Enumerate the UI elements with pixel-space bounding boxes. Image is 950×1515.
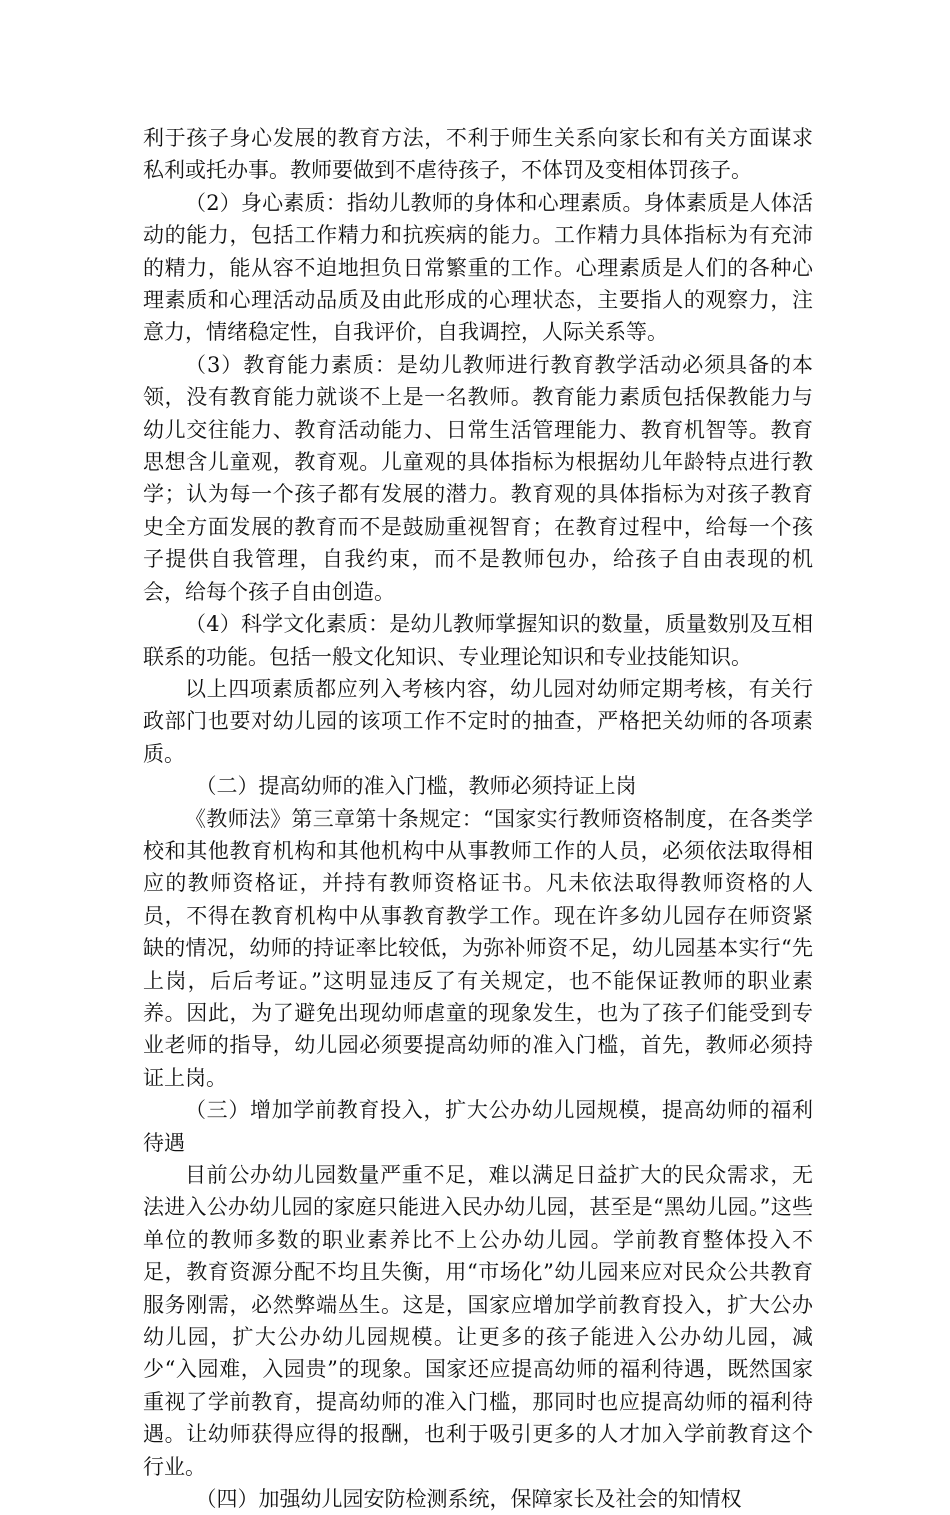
paragraph-assessment: 以上四项素质都应列入考核内容，幼儿园对幼师定期考核，有关行政部门也要对幼儿园的该项工作不定时的抽查，严格把关幼师的各项素质。 <box>143 676 813 766</box>
section-heading-4: （四）加强幼儿园安防检测系统，保障家长及社会的知情权 <box>195 1487 742 1512</box>
section-heading-3: （三）增加学前教育投入，扩大公办幼儿园规模，提高幼师的福利待遇 <box>143 1098 813 1155</box>
paragraph-science-culture: （4）科学文化素质：是幼儿教师掌握知识的数量，质量数别及互相联系的功能。包括一般文化知识、专业理论知识和专业技能知识。 <box>143 612 813 669</box>
paragraph-physical-mental-quality: （2）身心素质：指幼儿教师的身体和心理素质。身体素质是人体活动的能力，包括工作精力和抗疾病的能力。工作精力具体指标为有充沛的精力，能从容不迫地担负日常繁重的工作。心理素质是人们的各种心理素质和心理活动品质及由此形成的心理状态，主要指人的观察力，注意力，情绪稳定性，自我评价，自我调控，人际关系等。 <box>143 190 813 345</box>
document-body <box>143 122 813 1515</box>
paragraph-continuation: 利于孩子身心发展的教育方法，不利于师生关系向家长和有关方面谋求私利或托办事。教师要做到不虐待孩子，不体罚及变相体罚孩子。 <box>143 126 813 183</box>
paragraph-public-kindergarten: 目前公办幼儿园数量严重不足，难以满足日益扩大的民众需求，无法进入公办幼儿园的家庭只能进入民办幼儿园，甚至是“黑幼儿园。”这些单位的教师多数的职业素养比不上公办幼儿园。学前教育整体投入不足，教育资源分配不均且失衡，用“市场化”幼儿园来应对民众公共教育服务刚需，必然弊端丛生。这是，国家应增加学前教育投入，扩大公办幼儿园，扩大公办幼儿园规模。让更多的孩子能进入公办幼儿园，减少“入园难，入园贵”的现象。国家还应提高幼师的福利待遇，既然国家重视了学前教育，提高幼师的准入门槛，那同时也应提高幼师的福利待遇。让幼师获得应得的报酬，也利于吸引更多的人才加入学前教育这个行业。 <box>143 1163 813 1479</box>
paragraph-teacher-law: 《教师法》第三章第十条规定：“国家实行教师资格制度，在各类学校和其他教育机构和其他机构中从事教师工作的人员，必须依法取得相应的教师资格证，并持有教师资格证书。凡未依法取得教师资格的人员，不得在教育机构中从事教育教学工作。现在许多幼儿园存在师资紧缺的情况，幼师的持证率比较低，为弥补师资不足，幼儿园基本实行“先上岗，后后考证。”这明显违反了有关规定，也不能保证教师的职业素养。因此，为了避免出现幼师虐童的现象发生，也为了孩子们能受到专业老师的指导，幼儿园必须要提高幼师的准入门槛，首先，教师必须持证上岗。 <box>143 806 813 1090</box>
section-heading-2: （二）提高幼师的准入门槛，教师必须持证上岗 <box>195 774 637 799</box>
paragraph-education-ability: （3）教育能力素质：是幼儿教师进行教育教学活动必须具备的本领，没有教育能力就谈不上是一名教师。教育能力素质包括保教能力与幼儿交往能力、教育活动能力、日常生活管理能力、教育机智等。教育思想含儿童观，教育观。儿童观的具体指标为根据幼儿年龄特点进行教学；认为每一个孩子都有发展的潜力。教育观的具体指标为对孩子教育史全方面发展的教育而不是鼓励重视智育；在教育过程中，给每一个孩子提供自我管理，自我约束，而不是教师包办，给孩子自由表现的机会，给每个孩子自由创造。 <box>143 352 813 604</box>
